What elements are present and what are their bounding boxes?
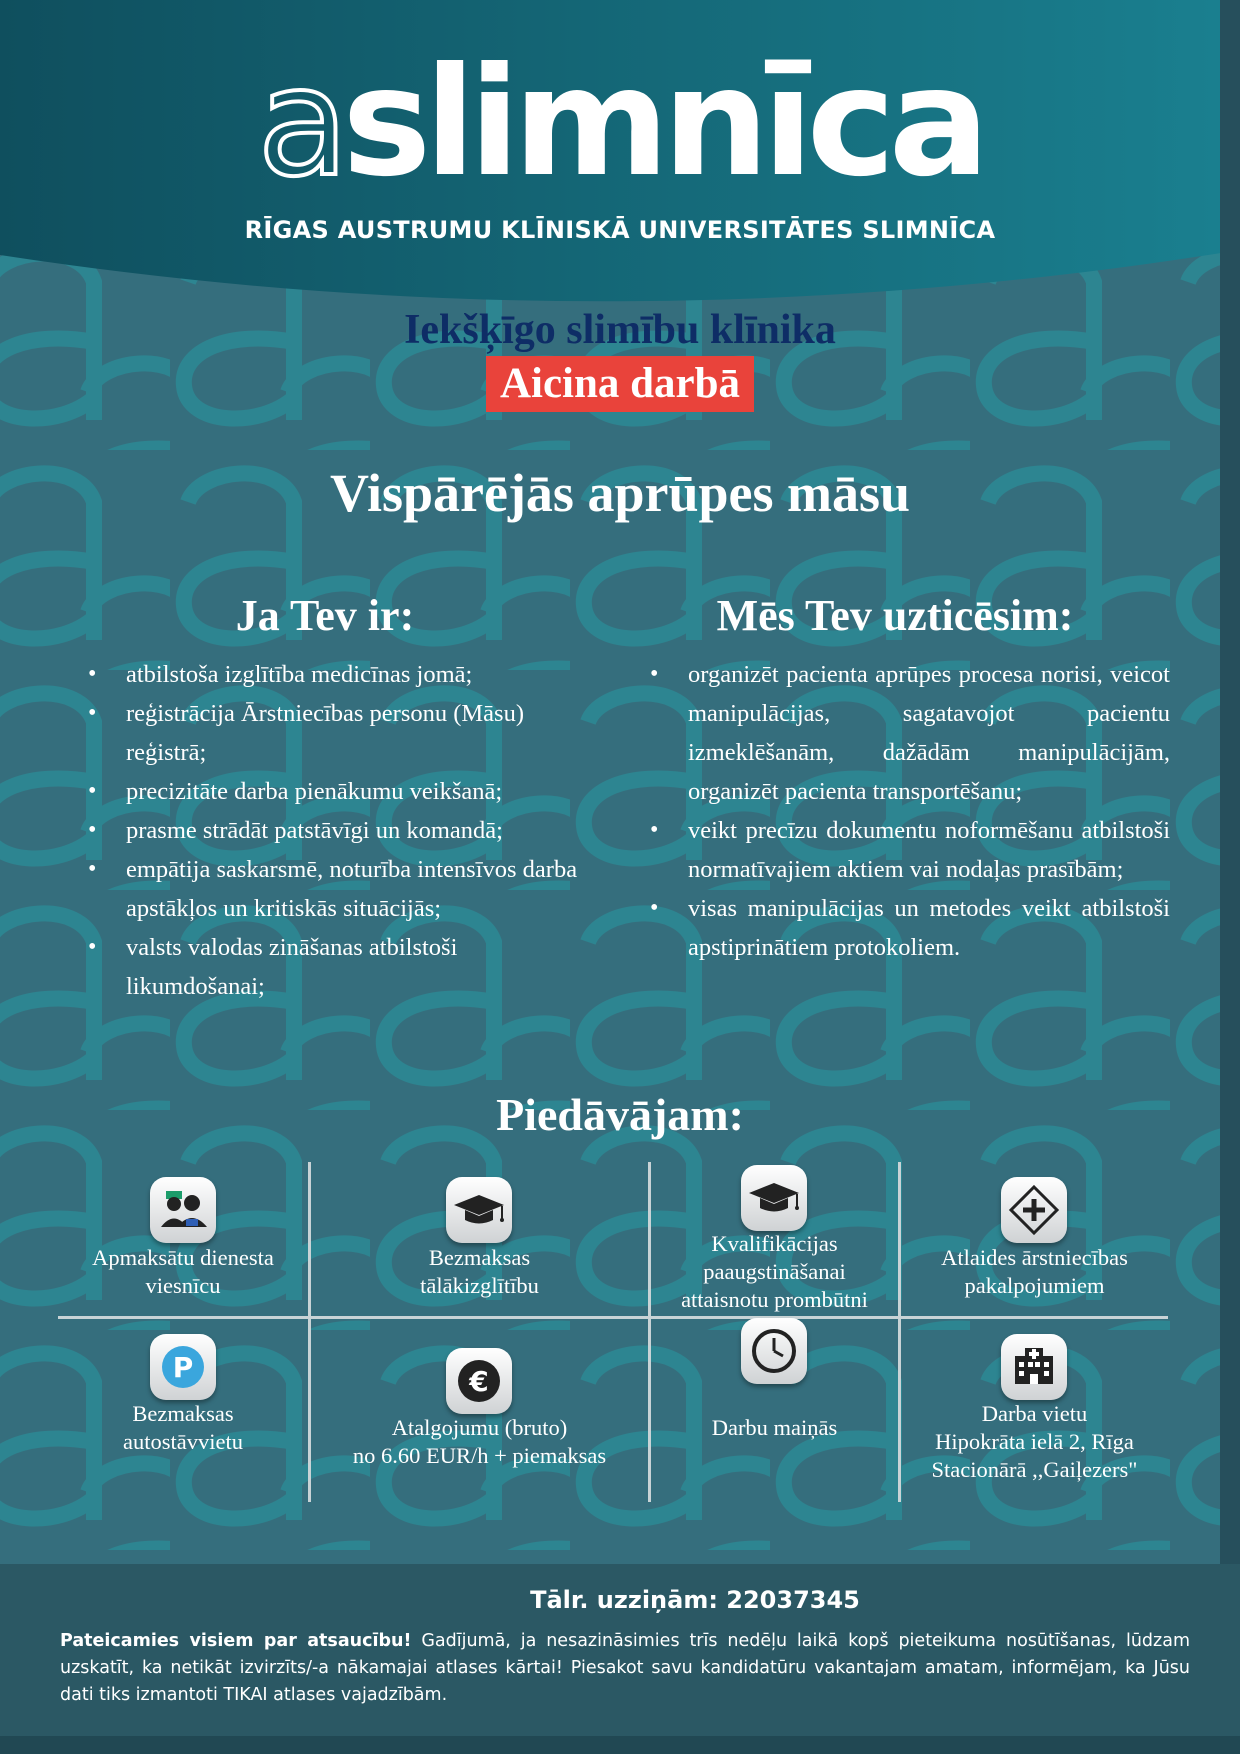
- invite-badge: Aicina darbā: [486, 356, 754, 412]
- clock-icon: [741, 1318, 807, 1384]
- svg-text:€: €: [469, 1365, 489, 1398]
- list-item: • organizēt pacienta aprūpes procesa norisi, veicot manipulācijas, sagatavojot pacientu izmeklēšanām, dažādām manipulācijām, organizēt pacienta transportēšanu;: [650, 655, 1170, 811]
- logo-prefix: a: [257, 36, 343, 210]
- requirements-list: [88, 655, 598, 1006]
- benefit-label: viesnīcu: [145, 1273, 221, 1298]
- parking-icon: [150, 1334, 216, 1400]
- benefit-label: Hipokrāta ielā 2, Rīga: [935, 1429, 1134, 1454]
- duties-title: Mēs Tev uzticēsim:: [716, 591, 1074, 640]
- list-item: • atbilstoša izglītība medicīnas jomā;: [88, 655, 598, 694]
- benefit-label: attaisnotu prombūtni: [681, 1287, 868, 1312]
- benefit-label: Atalgojumu (bruto): [391, 1415, 568, 1440]
- benefit-label: pakalpojumiem: [964, 1273, 1105, 1298]
- grid-divider: [58, 1316, 1168, 1319]
- benefit-label: Darbu maiņās: [711, 1415, 838, 1440]
- benefit-label: Darba vietu: [981, 1401, 1088, 1426]
- graduation-cap-icon: [446, 1177, 512, 1243]
- benefit-label: Bezmaksas: [428, 1245, 531, 1270]
- list-item: • prasme strādāt patstāvīgi un komandā;: [88, 811, 598, 850]
- offer-title: Piedāvājam:: [496, 1089, 744, 1140]
- thanks-text: Pateicamies visiem par atsaucību!: [60, 1631, 412, 1651]
- benefit-label: Bezmaksas: [132, 1401, 234, 1426]
- list-item: • veikt precīzu dokumentu noformēšanu atbilstoši normatīvajiem aktiem vai nodaļas prasībām;: [650, 811, 1170, 889]
- people-icon: [150, 1177, 216, 1243]
- grid-divider: [648, 1162, 651, 1502]
- hospital-icon: [1001, 1334, 1067, 1400]
- clinic-name: Iekšķīgo slimību klīnika: [404, 307, 836, 353]
- position-title: Vispārējās aprūpes māsu: [329, 463, 911, 523]
- footer-bottom-bar: [0, 1736, 1240, 1754]
- benefit-label: autostāvvietu: [123, 1429, 243, 1454]
- list-item: • visas manipulācijas un metodes veikt atbilstoši apstiprinātiem protokoliem.: [650, 889, 1170, 967]
- benefit-label: no 6.60 EUR/h + piemaksas: [352, 1443, 607, 1468]
- benefit-label: Stacionārā ,,Gaiļezers": [931, 1457, 1138, 1482]
- logo-wordmark: [0, 36, 1240, 210]
- benefit-label: Kvalifikācijas: [711, 1231, 838, 1256]
- list-item: • reģistrācija Ārstniecības personu (Māsu) reģistrā;: [88, 694, 598, 772]
- benefit-label: tālākizglītību: [420, 1273, 539, 1298]
- disclaimer-text: Gadījumā, ja nesazināsimies trīs nedēļu laikā kopš pieteikuma nosūtīšanas, lūdzam uzskatīt, ka netikāt izvirzīts/-a nākamajai atlases kārtai! Piesakot savu kandidatūru vakantajam amatam, informējam, ka Jūsu dati tiks izmantoti TIKAI atlases vajadzībām.: [60, 1631, 1190, 1705]
- graduation-cap-icon: [741, 1165, 807, 1231]
- medical-cross-icon: [1001, 1177, 1067, 1243]
- duties-list: [650, 655, 1170, 967]
- benefit-label: paaugstināšanai: [703, 1259, 846, 1284]
- requirements-title: Ja Tev ir:: [235, 591, 415, 640]
- footer-note: [60, 1628, 1190, 1709]
- benefit-label: Apmaksātu dienesta: [92, 1245, 274, 1270]
- list-item: • empātija saskarsmē, noturība intensīvos darba apstākļos un kritiskās situācijās;: [88, 850, 598, 928]
- benefit-label: Atlaides ārstniecības: [941, 1245, 1128, 1270]
- logo-main: slimnīca: [342, 36, 983, 210]
- euro-icon: [446, 1348, 512, 1414]
- list-item: • precizitāte darba pienākumu veikšanā;: [88, 772, 598, 811]
- hospital-name: RĪGAS AUSTRUMU KLĪNISKĀ UNIVERSITĀTES SLIMNĪCA: [244, 216, 996, 244]
- svg-text:P: P: [172, 1351, 194, 1384]
- hospital-logo: [0, 0, 1240, 300]
- list-item: • valsts valodas zināšanas atbilstoši likumdošanai;: [88, 928, 598, 1006]
- contact-phone: Tālr. uzziņām: 22037345: [530, 1586, 860, 1614]
